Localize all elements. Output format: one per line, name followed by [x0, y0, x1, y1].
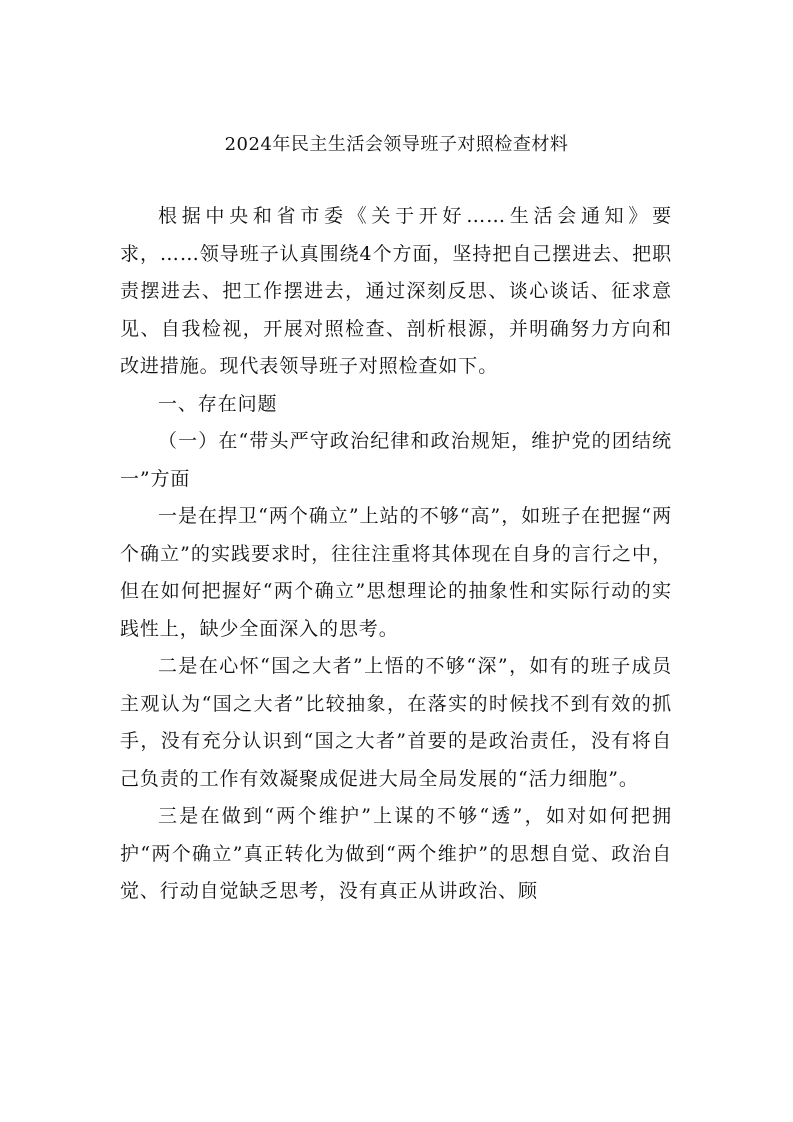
subsection-heading: （一）在“带头严守政治纪律和政治规矩，维护党的团结统一”方面 — [120, 430, 672, 490]
intro-paragraph: 根据中央和省市委《关于开好……生活会通知》要求，……领导班子认真围绕4个方面，坚持把自己摆进去、把职责摆进去、把工作摆进去，通过深刻反思、谈心谈话、征求意见、自我检视，开展对照检查、剖析根源，并明确努力方向和改进措施。现代表领导班子对照检查如下。 — [120, 205, 672, 377]
issue-paragraph-1: 一是在捍卫“两个确立”上站的不够“高”，如班子在把握“两个确立”的实践要求时，往往注重将其体现在自身的言行之中，但在如何把握好“两个确立”思想理论的抽象性和实际行动的实践性上，缺少全面深入的思考。 — [120, 505, 672, 640]
document-body — [120, 198, 672, 911]
issue-paragraph-2: 二是在心怀“国之大者”上悟的不够“深”，如有的班子成员主观认为“国之大者”比较抽象，在落实的时候找不到有效的抓手，没有充分认识到“国之大者”首要的是政治责任，没有将自己负责的工作有效凝聚成促进大局全局发展的“活力细胞”。 — [120, 655, 672, 790]
section-heading: 一、存在问题 — [158, 392, 278, 415]
issue-paragraph-3: 三是在做到“两个维护”上谋的不够“透”，如对如何把拥护“两个确立”真正转化为做到“两个维护”的思想自觉、政治自觉、行动自觉缺乏思考，没有真正从讲政治、顾 — [120, 805, 672, 902]
document-title: 2024年民主生活会领导班子对照检查材料 — [224, 134, 569, 155]
